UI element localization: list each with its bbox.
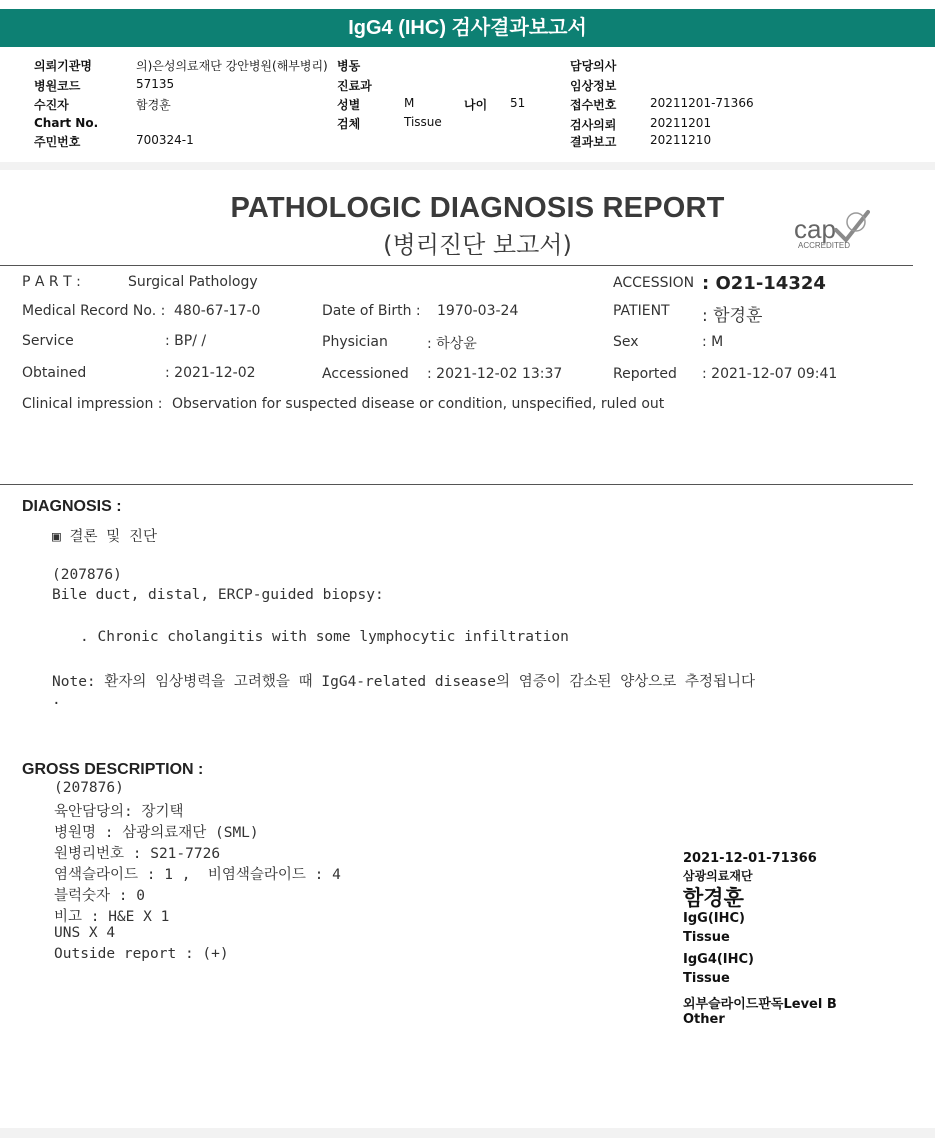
receipt-no-value: 20211201-71366 [650,96,754,110]
dob-value: 1970-03-24 [437,303,519,319]
part-value: Surgical Pathology [128,274,258,290]
diagnosis-line: ▣ 결론 및 진단 [52,529,157,545]
test-request-value: 20211201 [650,116,712,130]
examinee-value: 함경훈 [136,98,171,112]
specimen-stamp-line: 외부슬라이드판독Level B [683,997,837,1012]
accessioned-value: : 2021-12-02 13:37 [427,366,563,382]
sex-field-label: Sex [613,334,639,350]
specimen-stamp-name: 함경훈 [683,886,744,910]
age-value: 51 [510,96,526,110]
part-label: P A R T : [22,274,81,290]
specimen-stamp-line: 삼광의료재단 [683,869,753,883]
dob-label: Date of Birth : [322,303,421,319]
patient-label: PATIENT [613,303,670,319]
header-divider [0,265,913,266]
gross-line: 비고 : H&E X 1 [54,909,170,925]
svg-text:ACCREDITED: ACCREDITED [798,241,851,250]
gross-line: 병원명 : 삼광의료재단 (SML) [54,825,259,841]
mrn-label: Medical Record No. : [22,303,166,319]
doctor-label: 담당의사 [570,59,617,73]
hospital-code-value: 57135 [136,77,175,91]
obtained-label: Obtained [22,365,87,381]
accessioned-label: Accessioned [322,366,409,382]
specimen-stamp-line: IgG4(IHC) [683,952,754,967]
gross-line: Outside report : (+) [54,946,229,962]
result-report-value: 20211210 [650,133,712,147]
diagnosis-line: (207876) [52,567,122,583]
sex-label: 성별 [337,98,361,112]
obtained-value: : 2021-12-02 [165,365,256,381]
specimen-value: Tissue [404,115,442,129]
sex-field-value: : M [702,334,724,350]
patient-value: : 함경훈 [702,306,763,326]
department-label: 진료과 [337,79,372,93]
gross-line: 블럭숫자 : 0 [54,888,145,904]
specimen-stamp-line: Tissue [683,971,730,986]
age-label: 나이 [464,98,488,112]
examinee-label: 수진자 [34,98,69,112]
physician-value: : 하상윤 [427,336,477,352]
specimen-stamp-line: Tissue [683,930,730,945]
clinical-impression-value: Observation for suspected disease or condition, unspecified, ruled out [172,396,665,412]
reported-label: Reported [613,366,677,382]
diagnosis-heading: DIAGNOSIS : [22,498,122,515]
gross-line: UNS X 4 [54,925,116,941]
chart-no-label: Chart No. [34,116,99,130]
resident-no-label: 주민번호 [34,135,81,149]
diagnosis-line: . [52,692,61,708]
diagnosis-note: Note: 환자의 임상병력을 고려했을 때 IgG4-related disease의 염증이 감소된 양상으로 추정됩니다 [52,674,756,690]
gross-line: 염색슬라이드 : 1 , 비염색슬라이드 : 4 [54,867,341,883]
result-report-label: 결과보고 [570,135,617,149]
service-label: Service [22,333,74,349]
diagnosis-line: . Chronic cholangitis with some lymphocytic infiltration [80,629,569,645]
gross-line: 원병리번호 : S21-7726 [54,846,221,862]
gross-line: (207876) [54,780,124,796]
sex-value: M [404,96,415,110]
specimen-stamp-line: IgG(IHC) [683,911,745,926]
institution-value: 의)은성의료재단 강안병원(해부병리) [136,59,328,73]
gross-line: 육안담당의: 장기택 [54,804,184,820]
ward-label: 병동 [337,59,361,73]
receipt-no-label: 접수번호 [570,98,617,112]
reported-value: : 2021-12-07 09:41 [702,366,838,382]
svg-text:cap: cap [794,214,836,244]
physician-label: Physician [322,334,388,350]
resident-no-value: 700324-1 [136,133,194,147]
hospital-code-label: 병원코드 [34,79,81,93]
clinical-info-label: 임상정보 [570,79,617,93]
banner-title: IgG4 (IHC) 검사결과보고서 [0,9,935,47]
institution-label: 의뢰기관명 [34,59,92,73]
diagnosis-line: Bile duct, distal, ERCP-guided biopsy: [52,587,384,603]
specimen-stamp-line: Other [683,1012,725,1027]
accession-value: : O21-14324 [702,273,826,294]
clinical-impression-label: Clinical impression : [22,396,163,412]
service-value: : BP/ / [165,333,207,349]
report-subtitle: (병리진단 보고서) [383,231,572,259]
specimen-label: 검체 [337,117,361,131]
report-title: PATHOLOGIC DIAGNOSIS REPORT [230,192,725,224]
specimen-stamp-line: 2021-12-01-71366 [683,851,817,866]
cap-accredited-logo [790,208,870,250]
fields-divider [0,484,913,485]
test-request-label: 검사의뢰 [570,118,617,132]
mrn-value: 480-67-17-0 [174,303,261,319]
gross-description-heading: GROSS DESCRIPTION : [22,761,204,778]
accession-label: ACCESSION [613,275,695,291]
